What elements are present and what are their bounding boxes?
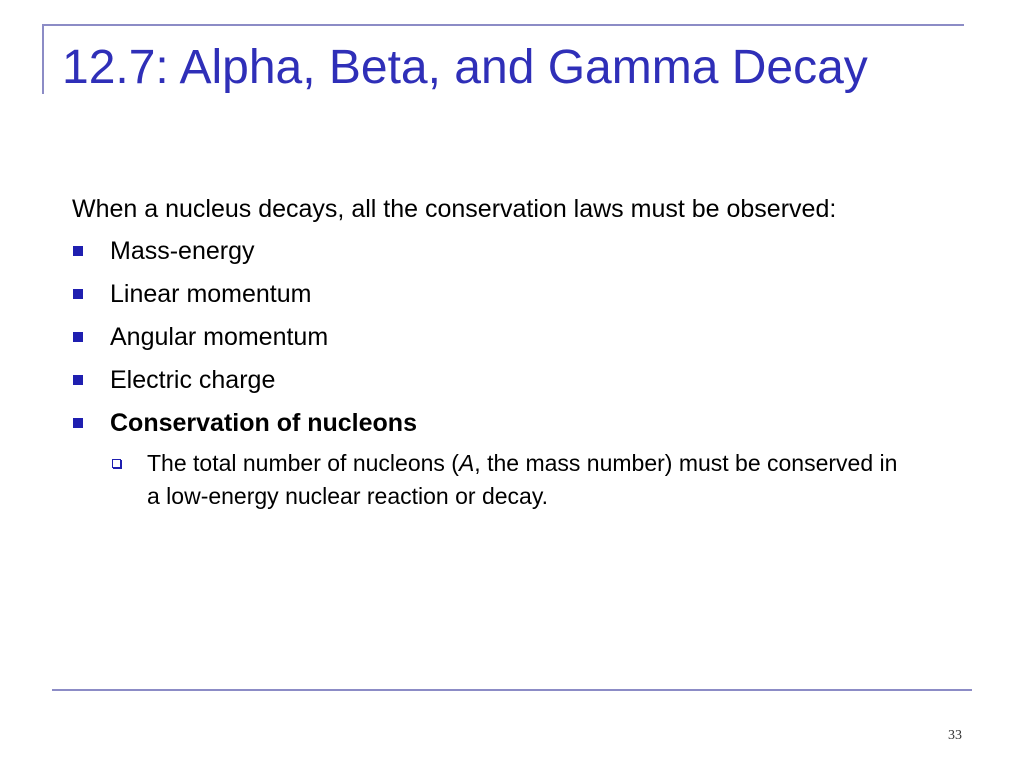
footer-rule	[52, 689, 972, 691]
hollow-square-bullet-icon	[112, 459, 121, 468]
bullet-label: Electric charge	[110, 366, 276, 394]
square-bullet-icon	[73, 375, 83, 385]
sub-bullet-text-after: , the mass number) must be conserved in a low-energy nuclear reaction or decay.	[147, 450, 898, 509]
bullet-label: Conservation of nucleons	[110, 409, 417, 437]
mass-number-symbol: A	[458, 450, 475, 476]
sub-bullet-text-before: The total number of nucleons (	[147, 450, 459, 476]
bullet-item-mass-energy	[72, 230, 932, 273]
bullet-item-electric-charge	[72, 359, 932, 402]
bullet-item-angular-momentum	[72, 316, 932, 359]
bullet-item-conservation-of-nucleons	[72, 402, 932, 445]
title-frame-top-line	[42, 24, 964, 26]
square-bullet-icon	[73, 418, 83, 428]
square-bullet-icon	[73, 332, 83, 342]
bullet-list	[72, 230, 932, 445]
bullet-label: Angular momentum	[110, 323, 329, 351]
bullet-label: Linear momentum	[110, 280, 312, 308]
bullet-label: Mass-energy	[110, 237, 255, 265]
bullet-item-linear-momentum	[72, 273, 932, 316]
page-number: 33	[948, 728, 962, 743]
title-frame-left-line	[42, 24, 44, 94]
slide-content	[72, 188, 932, 513]
square-bullet-icon	[73, 289, 83, 299]
square-bullet-icon	[73, 246, 83, 256]
intro-text: When a nucleus decays, all the conservation laws must be observed:	[72, 195, 837, 223]
sub-bullet-item-nucleon-conservation	[147, 447, 907, 513]
slide-title: 12.7: Alpha, Beta, and Gamma Decay	[62, 41, 868, 94]
